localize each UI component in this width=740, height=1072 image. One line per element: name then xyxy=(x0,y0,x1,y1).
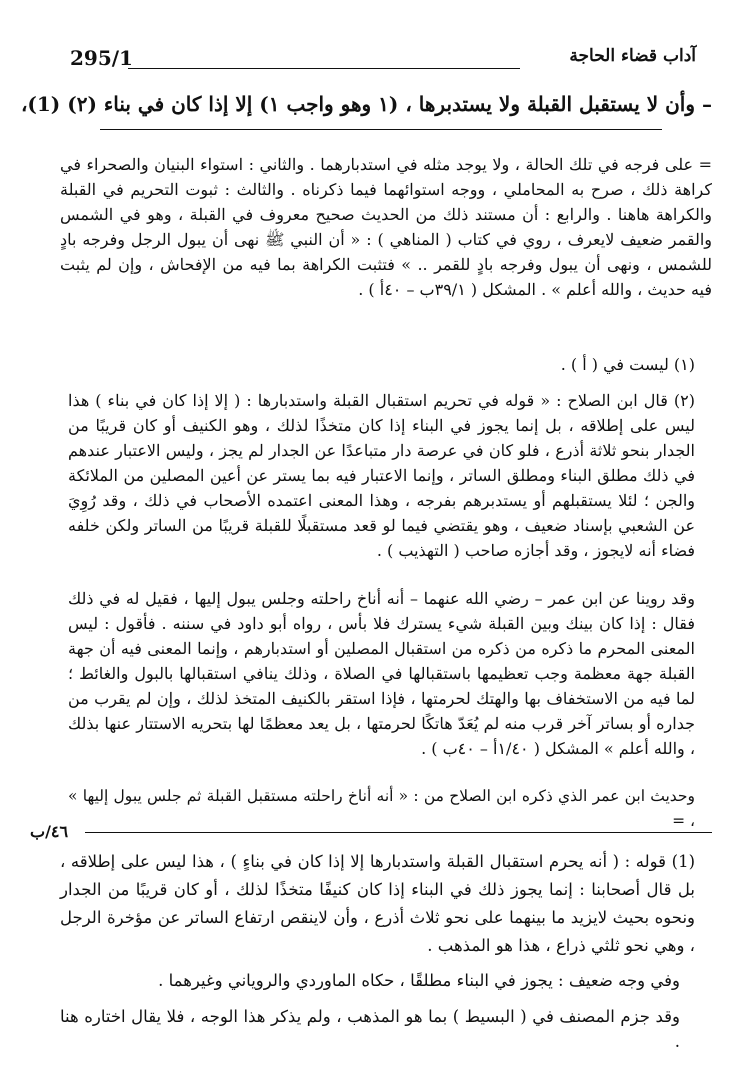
page-number: 295/1 xyxy=(70,46,133,70)
commentary-paragraph-2: وقد روينا عن ابن عمر – رضي الله عنهما – أنه أناخ راحلته وجلس يبول إليها ، فقيل له في ذلك فقال : إذا كان بينك وبين القبلة شيء يسترك فلا بأس ، رواه أبو داود في سننه . فأقول : ليس المعنى المحرم ما ذكره من ذكره من استقبال المصلين أو استدبارهم ، وإنما المعنى فيه أن جهة القبلة جهة معظمة وجب تعظيمها باستقبالها في الصلاة ، وذلك ينافي استقبالها بالبول والغائط ؛ لما فيه من الاستخفاف بها والهتك لحرمتها ، فإذا استقر بالكنيف المتخذ لذلك ، وإن لم يقرب من جداره أو بساتر آخر قرب منه لم يُعَدّ هاتكًا لحرمتها ، بل يعد معظمًا لها بتحريه الاستتار عنها بذلك ، والله أعلم » المشكل ( ١/٤٠أ – ٤٠ب ) . xyxy=(68,589,696,758)
footnote-1: (1) قوله : ( أنه يحرم استقبال القبلة واستدبارها إلا إذا كان في بناءٍ ) ، هذا ليس على إطلاقه ، بل قال أصحابنا : إنما يجوز ذلك في البناء إذا كان كنيفًا متخذًا لذلك ، أو كان قريبًا من الجدار ونحوه بحيث لايزيد ما بينهما على نحو ثلاث أذرع ، وأن لاينقص ارتفاع الساتر عن مؤخرة الرجل ، وهي نحو ثلثي ذراع ، هذا هو المذهب . xyxy=(60,852,695,955)
footnote-2: وفي وجه ضعيف : يجوز في البناء مطلقًا ، حكاه الماوردي والروياني وغيرهما . xyxy=(158,971,680,990)
main-text-rule xyxy=(100,129,662,130)
footnote-3: وقد جزم المصنف في ( البسيط ) بما هو المذهب ، ولم يذكر هذا الوجه ، فلا يقال اختاره هنا . xyxy=(60,1007,680,1051)
main-text-line: – وأن لا يستقبل القبلة ولا يستدبرها ، (١ وهو واجب ١) إلا إذا كان في بناء (٢) (1)، xyxy=(20,92,712,116)
running-title: آداب قضاء الحاجة xyxy=(569,46,696,66)
commentary-paragraph-3: وحديث ابن عمر الذي ذكره ابن الصلاح من : « أنه أناخ راحلته مستقبل القبلة ثم جلس يبول إليها » ، = xyxy=(68,787,695,830)
commentary-paragraph-1: = على فرجه في تلك الحالة ، ولا يوجد مثله في استدبارهما . والثاني : استواء البنيان والصحراء في كراهة ذلك ، صرح به المحاملي ، ووجه استوائهما فيما ذكرناه . والثالث : ثبوت التحريم في القبلة والكراهة هاهنا . والرابع : أن مستند ذلك من الحديث صحيح معروف في القبلة ، وهو في الشمس والقمر ضعيف لايعرف ، روي في كتاب ( المناهي ) : « أن النبي ﷺ نهى أن يبول الرجل وفرجه بادٍ للشمس ، ونهى أن يبول وفرجه بادٍ للقمر .. » فتثبت الكراهة بما فيه من الإفحاش ، وإن لم يثبت فيه حديث ، والله أعلم » . المشكل ( ٣٩/١ب – ٤٠أ ) . xyxy=(60,155,713,299)
commentary-note-1: (١) ليست في ( أ ) . xyxy=(560,355,695,374)
header-rule xyxy=(128,68,520,69)
commentary-note-2: (٢) قال ابن الصلاح : « قوله في تحريم استقبال القبلة واستدبارها : ( إلا إذا كان في بناء ) هذا ليس على إطلاقه ، بل إنما يجوز في البناء إذا كان متخذًا لذلك ، وهو الكنيف أو كان قريبًا من الجدار بنحو ثلاثة أذرع ، فلو كان في عرصة دار متباعدًا عن الجدار لم يجز ، وليس الاعتبار عندهم في ذلك مطلق البناء ومطلق الساتر ، وإنما الاعتبار فيه بما يستر عن أعين المصلين من الملائكة والجن ؛ لئلا يستقبلهم أو يستدبرهم بفرجه ، وهذا المعنى اعتمده الأصحاب في ذلك ، وقد رُوِيَ عن الشعبي بإسناد ضعيف ، وهو يقتضي فيما لو قعد مستقبلًا للقبلة قريبًا من الساتر ولكن خلفه فضاء أنه لايجوز ، وقد أجازه صاحب ( التهذيب ) . xyxy=(68,391,695,560)
footnote-rule xyxy=(85,832,712,833)
folio-marker: ٤٦/ب xyxy=(30,822,69,841)
